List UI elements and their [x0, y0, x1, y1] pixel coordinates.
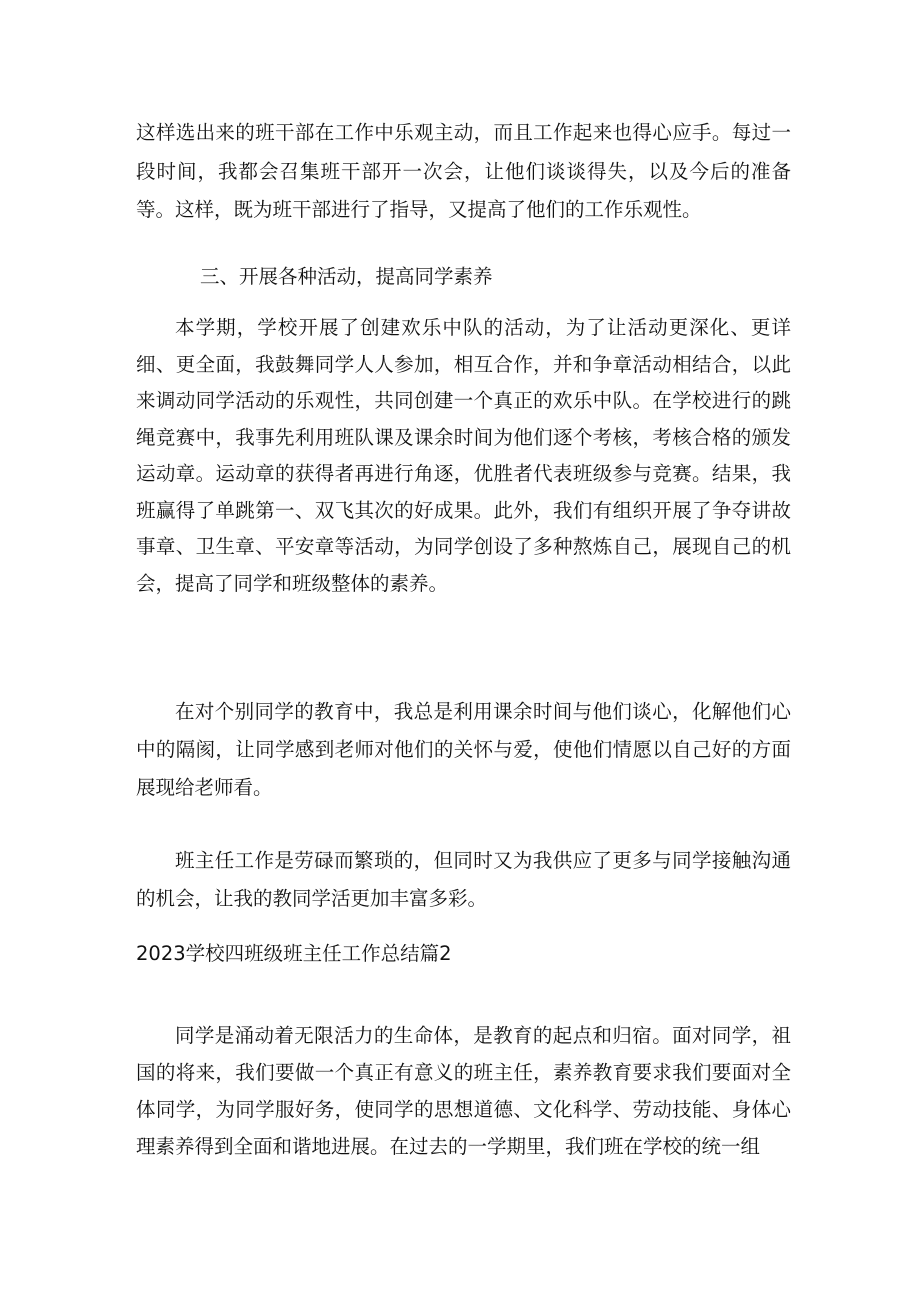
section-subheading: 三、开展各种活动，提高同学素养	[200, 265, 493, 288]
paragraph-4: 在对个别同学的教育中，我总是利用课余时间与他们谈心，化解他们心中的隔阂，让同学感到老师对他们的关怀与爱，使他们情愿以自己好的方面展现给老师看。	[136, 700, 791, 799]
paragraph-3: 本学期，学校开展了创建欢乐中队的活动，为了让活动更深化、更详细、更全面，我鼓舞同学人人参加，相互合作，并和争章活动相结合，以此来调动同学活动的乐观性，共同创建一个真正的欢乐中队。在学校进行的跳绳竞赛中，我事先利用班队课及课余时间为他们逐个考核，考核合格的颁发运动章。运动章的获得者再进行角逐，优胜者代表班级参与竞赛。结果，我班赢得了单跳第一、双飞其次的好成果。此外，我们有组织开展了争夺讲故事章、卫生章、平安章等活动，为同学创设了多种熬炼自己，展现自己的机会，提高了同学和班级整体的素养。	[136, 316, 791, 595]
section-heading: 2023学校四班级班主任工作总结篇2	[136, 942, 452, 965]
paragraph-6: 同学是涌动着无限活力的生命体，是教育的起点和归宿。面对同学，祖国的将来，我们要做一个真正有意义的班主任，素养教育要求我们要面对全体同学，为同学服好务，使同学的思想道德、文化科学、劳动技能、身体心理素养得到全面和谐地进展。在过去的一学期里，我们班在学校的统一组	[136, 1024, 791, 1158]
paragraph-1: 这样选出来的班干部在工作中乐观主动，而且工作起来也得心应手。每过一段时间，我都会召集班干部开一次会，让他们谈谈得失，以及今后的准备等。这样，既为班干部进行了指导，又提高了他们的工作乐观性。	[136, 121, 791, 221]
paragraph-5: 班主任工作是劳碌而繁琐的，但同时又为我供应了更多与同学接触沟通的机会，让我的教同学活更加丰富多彩。	[136, 849, 791, 910]
